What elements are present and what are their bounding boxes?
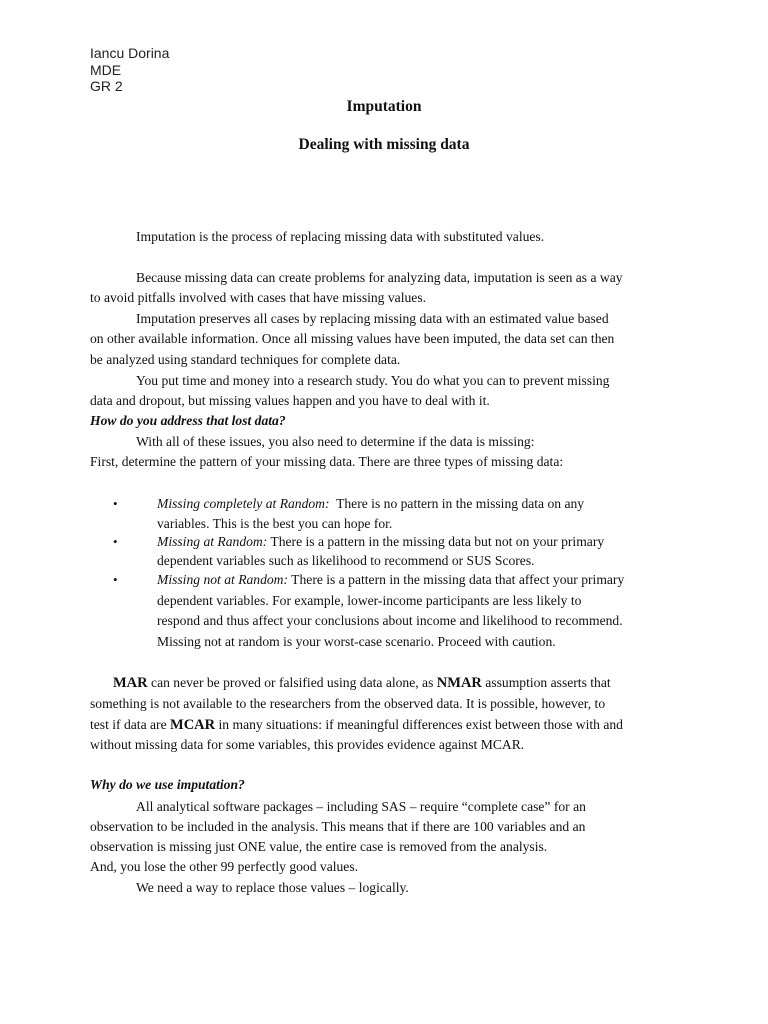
bullet-2-term: Missing at Random: [157,534,268,549]
document-title: Imputation [346,98,422,115]
question-2-body-line-3: observation is missing just ONE value, the entire case is removed from the analysis. [90,839,548,854]
bullet-marker: • [113,496,118,511]
intro-paragraph-3-line-3: be analyzed using standard techniques for complete data. [90,352,401,367]
author-program: MDE [90,61,122,78]
mar-text-d: in many situations: if meaningful differences exist between those with and [215,717,623,732]
bullet-3-line-2: dependent variables. For example, lower-income participants are less likely to [157,593,582,608]
bullet-3-line-1 [157,570,624,590]
author-name: Iancu Dorina [90,45,170,61]
question-heading-1: How do you address that lost data? [90,413,286,428]
term-mcar: MCAR [170,717,216,733]
bullet-1-line-1 [157,494,584,514]
question-2-body-line-4: And, you lose the other 99 perfectly good values. [90,859,359,874]
bullet-2-line-2: dependent variables such as likelihood to recommend or SUS Scores. [157,553,535,568]
mar-paragraph-line-1 [113,673,611,693]
mar-text-c: test if data are [90,717,171,732]
mar-paragraph-line-3 [90,715,623,735]
term-nmar: NMAR [436,675,482,691]
question-2-body-line-1: All analytical software packages – including SAS – require “complete case” for an [136,799,586,814]
author-group: GR 2 [90,78,123,94]
mar-text-b: assumption asserts that [481,675,611,690]
bullet-2-text: There is a pattern in the missing data but not on your primary [267,534,605,549]
bullet-1-text: There is no pattern in the missing data on any [329,496,585,511]
bullet-3-line-3: respond and thus affect your conclusions about income and likelihood to recommend. [157,613,623,628]
intro-paragraph-2-line-1: Because missing data can create problems for analyzing data, imputation is seen as a way [136,270,623,285]
mar-paragraph-line-2: something is not available to the researchers from the observed data. It is possible, however, to [90,696,606,711]
question-heading-2: Why do we use imputation? [90,777,245,792]
bullet-3-text: There is a pattern in the missing data that affect your primary [288,572,625,587]
intro-paragraph-4-line-1: You put time and money into a research study. You do what you can to prevent missing [136,373,610,388]
bullet-marker: • [113,572,118,587]
intro-paragraph-3-line-1: Imputation preserves all cases by replacing missing data with an estimated value based [136,311,609,326]
mar-paragraph-line-4: without missing data for some variables, this provides evidence against MCAR. [90,737,525,752]
question-1-body-line-2: First, determine the pattern of your missing data. There are three types of missing data: [90,454,564,469]
intro-paragraph-3-line-2: on other available information. Once all missing values have been imputed, the data set can then [90,331,615,346]
bullet-1-term: Missing completely at Random: [157,496,330,511]
mar-text-a: can never be proved or falsified using data alone, as [147,675,437,690]
question-2-body-line-5: We need a way to replace those values – logically. [136,880,409,895]
bullet-3-term: Missing not at Random: [157,572,289,587]
question-1-body-line-1: With all of these issues, you also need to determine if the data is missing: [136,434,535,449]
intro-paragraph-1: Imputation is the process of replacing missing data with substituted values. [136,229,545,244]
question-2-body-line-2: observation to be included in the analysis. This means that if there are 100 variables and an [90,819,586,834]
bullet-marker: • [113,534,118,549]
bullet-2-line-1 [157,532,604,552]
document-subtitle: Dealing with missing data [298,136,470,153]
term-mar: MAR [113,675,148,691]
intro-paragraph-4-line-2: data and dropout, but missing values happen and you have to deal with it. [90,393,490,408]
bullet-3-line-4: Missing not at random is your worst-case scenario. Proceed with caution. [157,634,556,649]
bullet-1-line-2: variables. This is the best you can hope for. [157,516,393,531]
author-header [90,45,169,95]
intro-paragraph-2-line-2: to avoid pitfalls involved with cases that have missing values. [90,290,427,305]
